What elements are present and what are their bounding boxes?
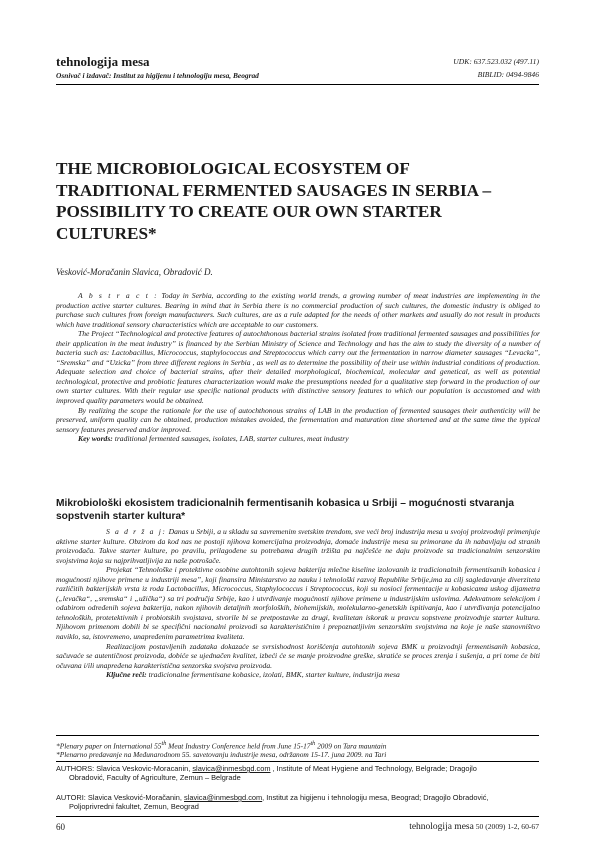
keywords-label: Key words: [78, 434, 113, 444]
author-email-link[interactable]: slavica@inmesbgd.com [184, 793, 263, 802]
serbian-title: Mikrobiološki ekosistem tradicionalnih fermentisanih kobasica u Srbiji – mogućnosti stvaranja sopstvenih starter kultura* [56, 498, 514, 522]
sazetak-section [56, 527, 540, 680]
autori-label: AUTORI: [56, 793, 86, 802]
authors-label: AUTHORS: [56, 764, 95, 773]
abstract-paragraph: The Project “Technological and protective features of autochthonous bacterial strains isolated from traditional fermented sausages and possibilities for their application in the meat industry” is financed by the Serbian Ministry of Science and Technology and has the aim to study the diversity of a number of bacteria such as: Lactobacillus, Micrococcus, staphylococcus and Streptococcus which carry out the fermentation in narrow diameter sausages “Levacka”, “Sremska” and “Uzicka” from three different regions in Serbia , as well as to determine the possibility of their use within industrial conditions of production. Adequate selection and choice of bacterial strains, after their detailed morphological, biochemical, molecular and genetical, as well as potential technological, protective and probiotic features characterization would make the presumptions needed for a qualitative step forward in the production of our own starter cultures. With their regular use specific national products with distinctive sensory features to which our population is accustomed and with improved quality parameters would be obtained. [56, 329, 540, 406]
author-text: , Institute of Meat Hygiene and Technology, Belgrade; Dragojlo [270, 764, 477, 773]
footnote-sup: th [310, 741, 316, 747]
journal-name: tehnologija mesa [56, 54, 150, 69]
sazetak-label: S a d r ž a j: [106, 527, 167, 536]
sazetak-paragraph [56, 527, 540, 565]
abstract-text: Today in Serbia, according to the existing world trends, a growing number of meat industries are implementing in the production active starter cultures. Bearing in mind that in Serbia there is no commercial production of such cultures, the domestic industry is obliged to purchase such cultures from foreign manufacturers. Such cultures, are as a rule adapted for the needs of other markets and usually do not result in products which have traditional sensory characteristics which are acceptable to our customers. [56, 291, 541, 329]
kljucne-label: Ključne reči: [106, 670, 147, 680]
footer-divider [56, 816, 539, 817]
sazetak-paragraph: Projekat “Tehnološke i protektivne osobine autohtonih sojeva bakterija mlečne kiseline izolovanih iz tradicionalnih fermentisanih kobasica i mogućnosti njihove primene u industriji mesa”, koji finansira Ministarstvo za nauku i tehnološki razvoj Republike Srbije,ima za cilj sagledavanje diverziteta različitih bakterijskih vrsta iz roda Lactobacillus, Micrococcus, Staphylococcus i Streptococcus, koji su nosioci fermentacije u kobasicama uskog dijametra („levačka“, „sremska“ i „užička“) sa tri područja Srbije, kao i utvrđivanje mogućnosti njihove primene u industrijskim uslovima. Adekvatnom selekcijom i odabirom određenih sojeva bakterija, nakon njihovih detaljnih morfoloških, biohemijskih, molekularno-genetskih ispitivanja, kao i utvrđivanja potencijalno tehnoloških, protetektivnih i probiotskih svojstava, stvorile bi se pretpostavke za drugi, kvalitetan iskorak u pravcu sopstvene proizvodnje starter kultura. Njihovom primenom dobili bi se specifični nacionalni proizvodi sa karakterističnim i prepoznatljivim senzorskim svojstvima na koje je naše stanovništvo naviklo, sa, istovremeno, unapređenim parametrima kvaliteta. [56, 565, 540, 642]
publisher-line: Osnivač i izdavač: Institut za higijenu i tehnologiju mesa, Beograd [56, 71, 259, 80]
sazetak-paragraph: Realizacijom postavljenih zadataka dokazaće se svrsishodnost korišćenja autohtonih sojeva BMK u proizvodnji fermentisanih kobasica, sačuvaće se autentičnost proizvoda, dobiće se ujednačen kvalitet, izbeći će se manje proizvodne greške, skratiće se proces zrenja i sušenja, a pri tome će biti očuvana i/ili unapređena karakteristična senzorska svojstva proizvoda. [56, 641, 540, 670]
abstract-label: A b s t r a c t : [78, 291, 159, 300]
footer-issue: 50 (2009) 1-2, 60-67 [473, 822, 539, 831]
abstract-section [56, 291, 540, 444]
footnote-text: 2009 on Tara mauntain [315, 741, 387, 751]
footnote-serbian: *Plenarno predavanje na Međunarodnom 55. savetovanju industrije mesa, održanom 15-17. juna 2009. na Tari [56, 750, 387, 759]
footer-journal: tehnologija mesa [409, 822, 474, 832]
author-text: , Institut za higijenu i tehnologiju mesa, Beograd; Dragojlo Obradović, [262, 793, 489, 802]
author-text: Slavica Vesković-Moračanin, [85, 793, 185, 802]
author-text: Poljoprivredni fakultet, Zemun, Beograd [69, 802, 199, 812]
sazetak-text: Danas u Srbiji, a u skladu sa savremenim svetskim trendom, sve veći broj industrija mesa u svojoj proizvodnji primenjuje aktivne starter kulture. Obzirom da kod nas ne postoji njihova komercijalna proizvodnja, domaće industrije mesa su primorane da ih nabavljaju od stranih proizvođača. Takve starter kulture, po pravilu, prilagođene su potrebama drugih tržišta pa najčešće ne daju proizvode sa tradicionalnim senzorskim svojstvima koja su najprihvatljivija za naše potrošače. [56, 527, 540, 565]
author-text: Slavica Veskovic-Moracanin, [94, 764, 193, 773]
footnote-divider [56, 735, 539, 736]
article-authors: Vesković-Moračanin Slavica, Obradović D. [56, 267, 213, 277]
footer-citation [409, 822, 539, 832]
udk-code: UDK: 637.523.032 (497.11) [453, 57, 539, 66]
article-title: THE MICROBIOLOGICAL ECOSYSTEM OF TRADITIONAL FERMENTED SAUSAGES IN SERBIA – POSSIBILITY TO CREATE OUR OWN STARTER CULTURES* [56, 159, 492, 243]
footnote-sup: th [161, 741, 167, 747]
kljucne-line [56, 670, 540, 680]
authors-info-serbian [56, 793, 540, 812]
abstract-paragraph [56, 291, 540, 329]
abstract-paragraph: By realizing the scope the rationale for the use of autochthonous strains of LAB in the production of fermented sausages their authenticity will be preserved, uniform quality can be obtained, production mistakes avoided, the fermentation and maturation time shortened and at the same time the typical sensory features preserved and/or improved. [56, 405, 540, 434]
keywords-line [56, 434, 540, 444]
authors-divider [56, 761, 539, 762]
header-divider [56, 84, 539, 85]
biblid-code: BIBLID: 0494-9846 [477, 70, 539, 79]
keywords-text: traditional fermented sausages, isolates, LAB, starter cultures, meat industry [112, 434, 349, 444]
authors-info-english [56, 764, 540, 783]
author-text: Obradović, Faculty of Agriculture, Zemun – Belgrade [69, 773, 241, 783]
kljucne-text: tradicionalne fermentisane kobasice, izolati, BMK, starter kulture, industrija mesa [146, 670, 400, 680]
footnote-text: *Plenary paper on International 55 [56, 741, 162, 751]
author-email-link[interactable]: slavica@inmesbgd.com [192, 764, 271, 773]
page-number: 60 [56, 822, 65, 832]
footnote-text: Meat Industry Conference held from June 15-17 [166, 741, 311, 751]
